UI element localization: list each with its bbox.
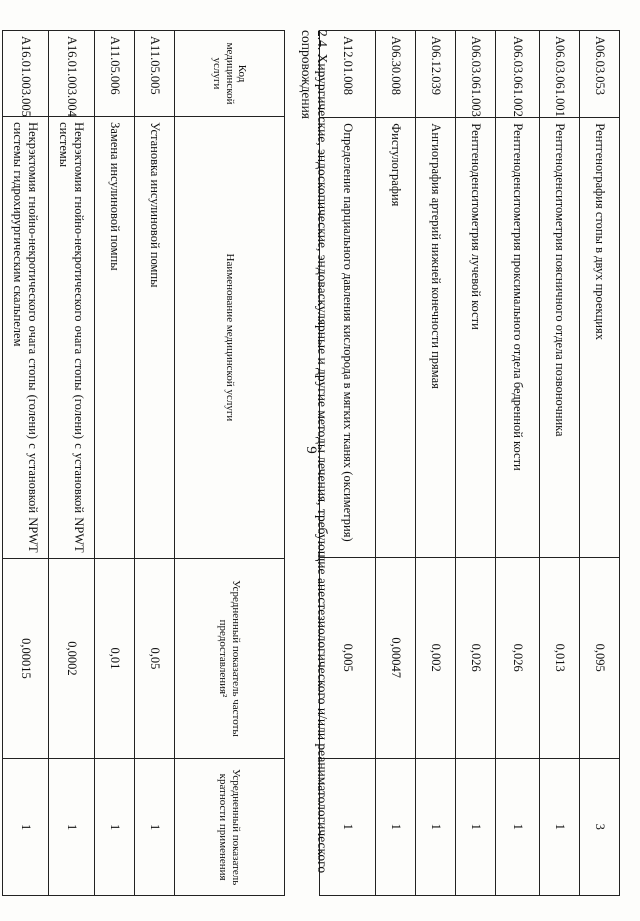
service-code: A16.01.003.004 (49, 31, 95, 117)
table-row (49, 31, 95, 896)
service-name: Рентгеноденситометрия проксимального отдела бедренной кости (496, 118, 540, 558)
service-code: A06.03.061.001 (540, 31, 580, 118)
table-row (540, 31, 580, 896)
section-heading: 2.4. Хирургические, эндоскопические, эндоваскулярные и другие методы лечения, требующие анестезиологического и/или реаниматологического сопровождения (298, 30, 330, 874)
multiplicity-value: 1 (320, 758, 376, 896)
frequency-value: 0,05 (135, 558, 175, 759)
service-name: Некрэктомия гнойно-некротического очага стопы (голени) с установкой NPWT системы гидрохирургическим скальпелем (3, 117, 49, 559)
service-code: A12.01.008 (320, 31, 376, 118)
frequency-value: 0,0002 (49, 558, 95, 759)
frequency-value: 0,01 (95, 558, 135, 759)
frequency-value: 0,013 (540, 557, 580, 758)
service-code: A06.30.008 (376, 31, 416, 118)
table-row (135, 31, 175, 896)
service-name: Рентгеноденситометрия лучевой кости (456, 118, 496, 558)
service-code: A06.03.061.003 (456, 31, 496, 118)
service-code: A11.05.005 (135, 31, 175, 117)
service-name: Замена инсулиновой помпы (95, 117, 135, 559)
multiplicity-value: 1 (456, 758, 496, 896)
services-table-top (319, 30, 620, 896)
multiplicity-value: 1 (540, 758, 580, 896)
header-code: Код медицинской услуги (175, 31, 285, 117)
service-code: A06.03.053 (580, 31, 620, 118)
service-name: Рентгеноденситометрия поясничного отдела позвоночника (540, 118, 580, 558)
service-name: Определение парциального давления кислорода в мягких тканях (оксиметрия) (320, 118, 376, 558)
frequency-value: 0,002 (416, 557, 456, 758)
table-row (3, 31, 49, 896)
service-name: Рентгенография стопы в двух проекциях (580, 118, 620, 558)
multiplicity-value: 1 (95, 759, 135, 896)
frequency-value: 0,026 (456, 557, 496, 758)
frequency-value: 0,005 (320, 557, 376, 758)
multiplicity-value: 1 (416, 758, 456, 896)
table-row (456, 31, 496, 896)
frequency-value: 0,00047 (376, 557, 416, 758)
table-header-row (175, 31, 285, 896)
table-row (95, 31, 135, 896)
service-code: A06.12.039 (416, 31, 456, 118)
page-number: 9 (303, 446, 319, 454)
frequency-value: 0,095 (580, 557, 620, 758)
service-code: A06.03.061.002 (496, 31, 540, 118)
multiplicity-value: 1 (3, 759, 49, 896)
header-frequency: Усредненный показатель частоты предоставления² (175, 558, 285, 759)
multiplicity-value: 3 (580, 758, 620, 896)
frequency-value: 0,00015 (3, 558, 49, 759)
multiplicity-value: 1 (496, 758, 540, 896)
table-row (376, 31, 416, 896)
rotated-page-content (11, 30, 620, 896)
multiplicity-value: 1 (49, 759, 95, 896)
service-name: Фистулография (376, 118, 416, 558)
service-name: Некрэктомия гнойно-некротического очага стопы (голени) с установкой NPWT системы (49, 117, 95, 559)
multiplicity-value: 1 (376, 758, 416, 896)
header-multiplicity: Усредненный показатель кратности применения (175, 759, 285, 896)
frequency-value: 0,026 (496, 557, 540, 758)
service-name: Ангиография артерий нижней конечности прямая (416, 118, 456, 558)
service-name: Установка инсулиновой помпы (135, 117, 175, 559)
multiplicity-value: 1 (135, 759, 175, 896)
header-name: Наименование медицинской услуги (175, 117, 285, 559)
table-row (580, 31, 620, 896)
service-code: A16.01.003.005 (3, 31, 49, 117)
table-row (416, 31, 456, 896)
service-code: A11.05.006 (95, 31, 135, 117)
table-row (496, 31, 540, 896)
services-table-section-2-4 (2, 30, 285, 896)
